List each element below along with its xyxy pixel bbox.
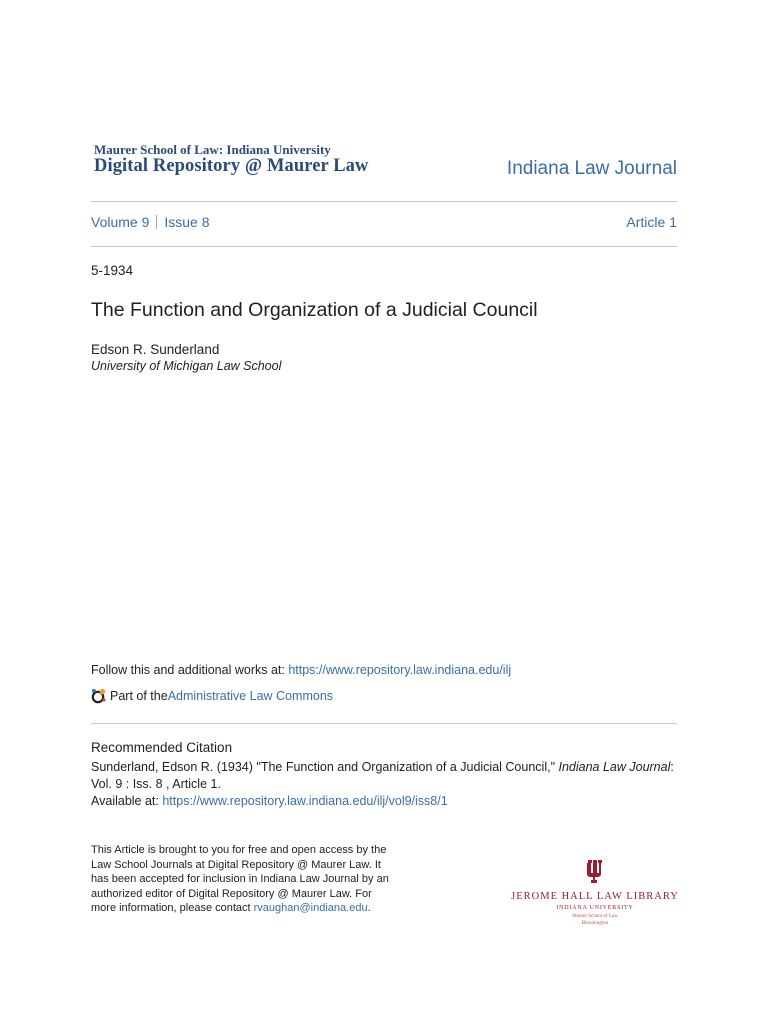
- network-icon: [91, 688, 107, 704]
- notice-end: .: [367, 902, 371, 914]
- library-university: INDIANA UNIVERSITY: [556, 905, 634, 911]
- follow-text: Follow this and additional works at:: [91, 663, 289, 677]
- library-school: [508, 913, 682, 927]
- volume-link[interactable]: Volume 9: [91, 214, 150, 230]
- divider: [91, 246, 677, 247]
- citation-volume: Vol. 9 : Iss. 8 , Article 1.: [91, 777, 221, 791]
- available-label: Available at:: [91, 794, 163, 808]
- available-at-line: [91, 794, 448, 808]
- divider: [91, 201, 677, 202]
- author-affiliation: University of Michigan Law School: [91, 359, 282, 373]
- repository-logo-subtitle: Maurer School of Law: Indiana University: [94, 142, 331, 157]
- access-notice: [91, 843, 391, 916]
- publication-date: 5-1934: [91, 263, 134, 278]
- library-name: JEROME HALL LAW LIBRARY: [511, 891, 679, 902]
- citation-text: Sunderland, Edson R. (1934) "The Function and Organization of a Judicial Council,": [91, 760, 559, 774]
- citation-line: [91, 760, 674, 774]
- divider: [91, 723, 677, 724]
- part-of-line: [91, 688, 333, 704]
- contact-email-link[interactable]: rvaughan@indiana.edu: [253, 902, 368, 914]
- separator: [156, 215, 157, 229]
- article-title: The Function and Organization of a Judicial Council: [91, 299, 538, 321]
- part-of-text: Part of the: [110, 689, 168, 703]
- repository-logo-title[interactable]: Digital Repository @ Maurer Law: [94, 156, 369, 176]
- author-name: Edson R. Sunderland: [91, 342, 220, 357]
- citation-colon: :: [670, 760, 674, 774]
- commons-link[interactable]: Administrative Law Commons: [167, 689, 334, 703]
- citation-journal: Indiana Law Journal: [558, 760, 671, 774]
- follow-line: [91, 663, 511, 677]
- citation-heading: Recommended Citation: [91, 740, 233, 755]
- article-link[interactable]: Article 1: [626, 214, 677, 230]
- journal-link[interactable]: Indiana Law Journal: [506, 158, 677, 179]
- library-logo[interactable]: [508, 858, 682, 927]
- follow-url-link[interactable]: https://www.repository.law.indiana.edu/ilj: [288, 663, 512, 677]
- issue-link[interactable]: Issue 8: [164, 214, 210, 230]
- notice-text: This Article is brought to you for free and open access by the Law School Journals at Digital Repository @ Maurer Law. It has been accepted for inclusion in Indiana Law Journal by an authorized editor of Digital Repository @ Maurer Law. For more information, please contact: [91, 844, 389, 914]
- article-url-link[interactable]: https://www.repository.law.indiana.edu/ilj/vol9/iss8/1: [162, 794, 448, 808]
- library-campus-line: Bloomington: [581, 921, 609, 926]
- library-school-line: Maurer School of Law: [572, 914, 618, 919]
- volume-issue-row: [91, 214, 210, 230]
- iu-trident-icon: [584, 858, 606, 884]
